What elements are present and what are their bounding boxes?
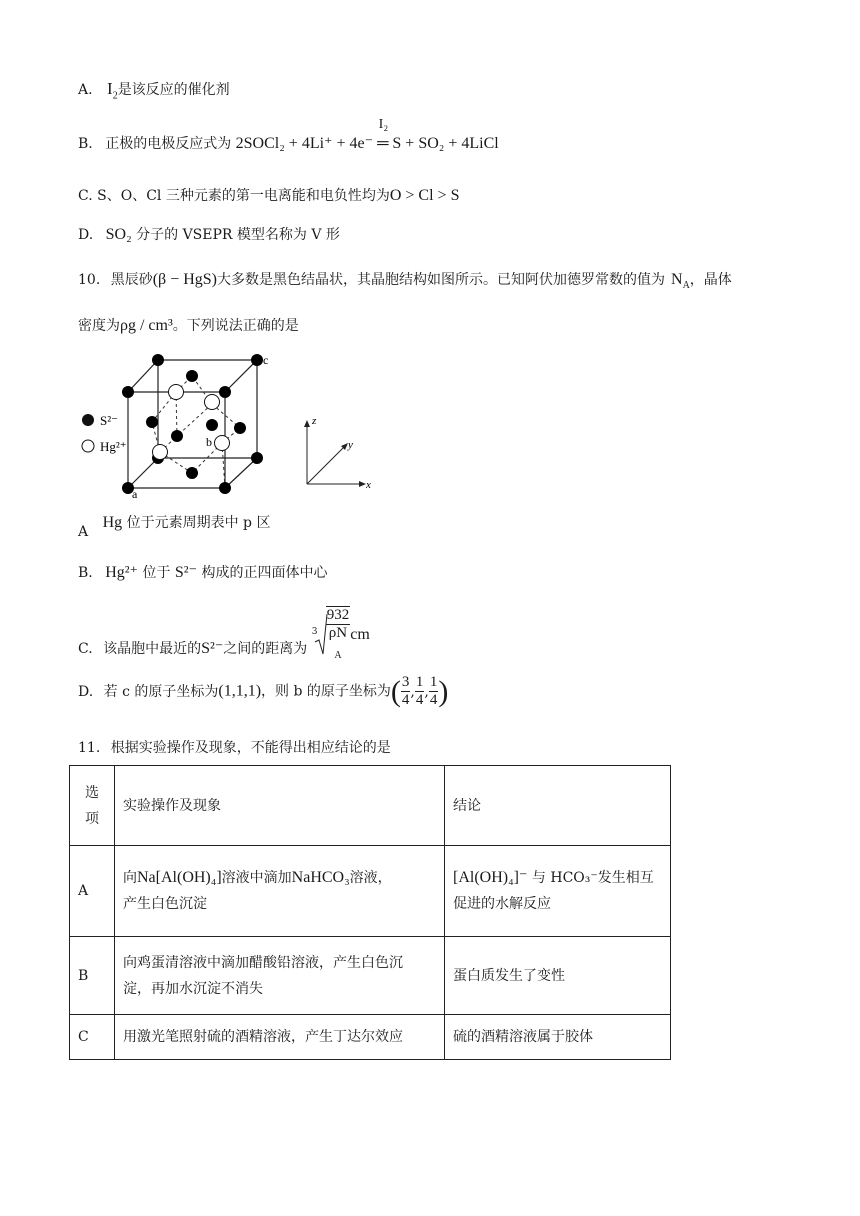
distance-unit: cm xyxy=(350,626,370,643)
q9-option-a xyxy=(78,79,230,106)
q10-option-b-text-2: 构成的正四面体中心 xyxy=(201,565,328,581)
q11-number: 11. xyxy=(78,740,101,756)
row-operation: 向鸡蛋清溶液中滴加醋酸铅溶液，产生白色沉 淀，再加水沉淀不消失 xyxy=(115,937,445,1015)
q9-option-d xyxy=(78,225,340,245)
experiment-table xyxy=(69,765,671,1060)
q10-option-d-text-2: ，则 b 的原子坐标为 xyxy=(261,683,391,700)
q10-stem-text: 黑辰砂 xyxy=(110,272,153,288)
row-option: A xyxy=(70,846,115,937)
q10-option-b-formula-1: Hg²⁺ xyxy=(105,564,138,581)
root-index: 3 xyxy=(311,627,318,637)
q10-stem-text-3: ，晶体 xyxy=(689,272,732,288)
table-header-row xyxy=(70,766,671,846)
q10-stem-text-5: 。下列说法正确的是 xyxy=(172,318,299,334)
q10-option-c-text: 该晶胞中最近的 xyxy=(103,641,202,657)
row-operation: 用激光笔照射硫的酒精溶液，产生丁达尔效应 xyxy=(115,1015,445,1060)
legend-hg-label: Hg²⁺ xyxy=(100,439,127,454)
q10-option-a-label: A xyxy=(78,524,89,540)
axis-y-label: y xyxy=(348,439,353,451)
q10-option-d-label: D. xyxy=(78,683,94,700)
row-conclusion: 硫的酒精溶液属于胶体 xyxy=(445,1015,671,1060)
q10-option-c-label: C. xyxy=(78,641,93,657)
q10-option-b-text-1: 位于 xyxy=(142,565,171,581)
q10-option-a-formula: Hg xyxy=(102,514,123,531)
axis-z-label: z xyxy=(312,415,317,427)
catalyst-label: I₂ xyxy=(378,117,389,132)
label-c: c xyxy=(263,353,269,367)
density-formula: ρg / cm³ xyxy=(120,317,173,334)
electrode-equation: 2SOCl₂ + 4Li⁺ + 4e⁻ ═ S + SO₂ + 4LiCl I₂ xyxy=(235,117,499,152)
cube-root-expression xyxy=(311,606,370,664)
axis-x-label: x xyxy=(366,479,371,491)
q9-option-a-label: A. xyxy=(78,82,93,98)
q9-option-b-text: 正极的电极反应式为 xyxy=(105,136,232,152)
q10-stem-line-1 xyxy=(78,270,732,296)
q9-option-c-text: S、O、Cl 三种元素的第一电离能和电负性均为 xyxy=(97,188,390,204)
row-option: C xyxy=(70,1015,115,1060)
q10-option-b-formula-2: S²⁻ xyxy=(174,564,198,581)
header-conclusion: 结论 xyxy=(445,766,671,846)
q9-option-b xyxy=(78,117,499,154)
q10-stem-formula: (β − HgS) xyxy=(152,271,217,288)
q10-stem-line-2 xyxy=(78,316,299,336)
q10-option-c xyxy=(78,607,370,661)
q9-option-d-label: D. xyxy=(78,227,94,243)
crystal-cell-figure xyxy=(70,348,380,500)
q11-stem-text: 根据实验操作及现象，不能得出相应结论的是 xyxy=(110,740,391,756)
q9-option-c xyxy=(78,186,459,206)
row-conclusion: [Al(OH)₄]⁻ 与 HCO₃⁻发生相互 促进的水解反应 xyxy=(445,846,671,937)
coordinate-c: (1,1,1) xyxy=(218,682,262,700)
header-option: 选 项 xyxy=(70,766,115,846)
row-operation: 向Na[Al(OH)₄]溶液中滴加NaHCO₃溶液， 产生白色沉淀 xyxy=(115,846,445,937)
legend-s-marker xyxy=(82,414,94,426)
q10-option-b xyxy=(78,563,328,583)
row-conclusion: 蛋白质发生了变性 xyxy=(445,937,671,1015)
q10-option-a-text: 位于元素周期表中 p 区 xyxy=(126,515,271,531)
q9-option-d-text: 分子的 VSEPR 模型名称为 V 形 xyxy=(136,227,340,243)
table-row xyxy=(70,937,671,1015)
avogadro-symbol: $N_A$ xyxy=(671,271,690,292)
table-row xyxy=(70,846,671,937)
q10-number: 10. xyxy=(78,272,101,288)
table-row xyxy=(70,1015,671,1060)
row-option: B xyxy=(70,937,115,1015)
q10-stem-text-4: 密度为 xyxy=(78,318,120,334)
mercury-ions xyxy=(153,385,230,460)
q10-stem-text-2: 大多数是黑色结晶状，其晶胞结构如图所示。已知阿伏加德罗常数的值为 xyxy=(217,272,665,288)
q10-option-c-formula: S²⁻ xyxy=(201,640,224,657)
root-fraction: 932 ρN $_A$ xyxy=(326,606,351,664)
iodine-formula: $I_2$ xyxy=(107,79,118,102)
label-a: a xyxy=(132,487,138,500)
label-b: b xyxy=(206,435,212,449)
q11-stem xyxy=(78,738,391,758)
q10-option-d xyxy=(78,674,448,720)
q9-option-c-label: C. xyxy=(78,188,93,204)
header-operation: 实验操作及现象 xyxy=(115,766,445,846)
q9-option-d-formula: SO₂ xyxy=(105,226,132,243)
coordinate-b: ( $\frac{3}{4}$ , $\frac{1}{4}$ , $\frac{1}{4}$ ) xyxy=(390,674,449,708)
legend-s-label: S²⁻ xyxy=(100,413,118,428)
legend-hg-marker xyxy=(82,440,94,452)
q9-option-c-formula: O > Cl > S xyxy=(389,187,460,204)
q10-option-c-text-2: 之间的距离为 xyxy=(223,641,308,657)
q10-option-d-text-1: 若 c 的原子坐标为 xyxy=(103,683,219,700)
coordinate-axes xyxy=(307,424,362,484)
q10-option-b-label: B. xyxy=(78,565,93,581)
q9-option-a-text: 是该反应的催化剂 xyxy=(117,82,230,98)
q9-option-b-label: B. xyxy=(78,136,93,152)
q10-option-a xyxy=(78,513,271,540)
